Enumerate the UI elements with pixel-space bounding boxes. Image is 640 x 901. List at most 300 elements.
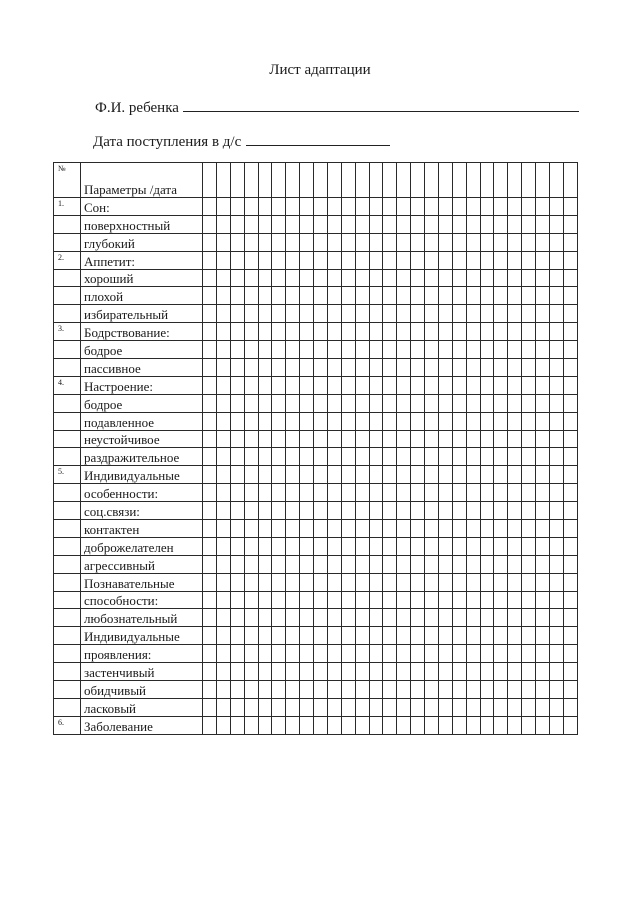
- mark-cell[interactable]: [272, 251, 286, 269]
- mark-cell[interactable]: [522, 591, 536, 609]
- mark-cell[interactable]: [300, 376, 314, 394]
- mark-cell[interactable]: [563, 645, 577, 663]
- mark-cell[interactable]: [494, 573, 508, 591]
- mark-cell[interactable]: [508, 412, 522, 430]
- mark-cell[interactable]: [397, 698, 411, 716]
- mark-cell[interactable]: [480, 359, 494, 377]
- mark-cell[interactable]: [536, 233, 550, 251]
- mark-cell[interactable]: [452, 591, 466, 609]
- mark-cell[interactable]: [244, 305, 258, 323]
- mark-cell[interactable]: [244, 681, 258, 699]
- mark-cell[interactable]: [425, 537, 439, 555]
- mark-cell[interactable]: [508, 466, 522, 484]
- mark-cell[interactable]: [508, 502, 522, 520]
- mark-cell[interactable]: [258, 609, 272, 627]
- mark-cell[interactable]: [411, 233, 425, 251]
- mark-cell[interactable]: [355, 394, 369, 412]
- mark-cell[interactable]: [341, 448, 355, 466]
- mark-cell[interactable]: [452, 645, 466, 663]
- mark-cell[interactable]: [383, 394, 397, 412]
- mark-cell[interactable]: [286, 502, 300, 520]
- mark-cell[interactable]: [355, 430, 369, 448]
- mark-cell[interactable]: [286, 359, 300, 377]
- mark-cell[interactable]: [230, 466, 244, 484]
- mark-cell[interactable]: [536, 663, 550, 681]
- mark-cell[interactable]: [383, 215, 397, 233]
- mark-cell[interactable]: [272, 323, 286, 341]
- mark-cell[interactable]: [522, 466, 536, 484]
- mark-cell[interactable]: [244, 359, 258, 377]
- mark-cell[interactable]: [397, 233, 411, 251]
- mark-cell[interactable]: [341, 215, 355, 233]
- mark-cell[interactable]: [563, 251, 577, 269]
- mark-cell[interactable]: [355, 233, 369, 251]
- mark-cell[interactable]: [383, 645, 397, 663]
- mark-cell[interactable]: [369, 573, 383, 591]
- mark-cell[interactable]: [327, 376, 341, 394]
- mark-cell[interactable]: [411, 466, 425, 484]
- date-header-cell[interactable]: [286, 163, 300, 198]
- mark-cell[interactable]: [355, 484, 369, 502]
- mark-cell[interactable]: [452, 359, 466, 377]
- mark-cell[interactable]: [258, 198, 272, 216]
- date-header-cell[interactable]: [563, 163, 577, 198]
- mark-cell[interactable]: [244, 430, 258, 448]
- mark-cell[interactable]: [203, 484, 217, 502]
- mark-cell[interactable]: [480, 412, 494, 430]
- mark-cell[interactable]: [203, 466, 217, 484]
- mark-cell[interactable]: [314, 430, 328, 448]
- mark-cell[interactable]: [452, 555, 466, 573]
- mark-cell[interactable]: [244, 233, 258, 251]
- mark-cell[interactable]: [230, 448, 244, 466]
- mark-cell[interactable]: [466, 394, 480, 412]
- mark-cell[interactable]: [383, 198, 397, 216]
- mark-cell[interactable]: [549, 376, 563, 394]
- mark-cell[interactable]: [355, 681, 369, 699]
- mark-cell[interactable]: [397, 520, 411, 538]
- mark-cell[interactable]: [203, 341, 217, 359]
- mark-cell[interactable]: [286, 198, 300, 216]
- mark-cell[interactable]: [494, 645, 508, 663]
- mark-cell[interactable]: [452, 448, 466, 466]
- mark-cell[interactable]: [549, 716, 563, 734]
- mark-cell[interactable]: [314, 502, 328, 520]
- mark-cell[interactable]: [563, 305, 577, 323]
- mark-cell[interactable]: [508, 359, 522, 377]
- mark-cell[interactable]: [314, 394, 328, 412]
- mark-cell[interactable]: [508, 681, 522, 699]
- mark-cell[interactable]: [438, 412, 452, 430]
- mark-cell[interactable]: [230, 269, 244, 287]
- mark-cell[interactable]: [549, 484, 563, 502]
- mark-cell[interactable]: [327, 609, 341, 627]
- mark-cell[interactable]: [230, 376, 244, 394]
- mark-cell[interactable]: [341, 269, 355, 287]
- mark-cell[interactable]: [508, 394, 522, 412]
- mark-cell[interactable]: [230, 573, 244, 591]
- mark-cell[interactable]: [466, 520, 480, 538]
- mark-cell[interactable]: [203, 287, 217, 305]
- mark-cell[interactable]: [411, 412, 425, 430]
- mark-cell[interactable]: [230, 412, 244, 430]
- mark-cell[interactable]: [563, 394, 577, 412]
- mark-cell[interactable]: [216, 305, 230, 323]
- mark-cell[interactable]: [508, 698, 522, 716]
- mark-cell[interactable]: [272, 645, 286, 663]
- mark-cell[interactable]: [411, 573, 425, 591]
- mark-cell[interactable]: [216, 681, 230, 699]
- mark-cell[interactable]: [272, 341, 286, 359]
- mark-cell[interactable]: [508, 555, 522, 573]
- mark-cell[interactable]: [397, 627, 411, 645]
- mark-cell[interactable]: [216, 430, 230, 448]
- mark-cell[interactable]: [355, 591, 369, 609]
- mark-cell[interactable]: [327, 412, 341, 430]
- mark-cell[interactable]: [216, 466, 230, 484]
- mark-cell[interactable]: [563, 376, 577, 394]
- mark-cell[interactable]: [272, 269, 286, 287]
- mark-cell[interactable]: [494, 323, 508, 341]
- mark-cell[interactable]: [549, 555, 563, 573]
- mark-cell[interactable]: [411, 645, 425, 663]
- mark-cell[interactable]: [286, 412, 300, 430]
- mark-cell[interactable]: [369, 591, 383, 609]
- mark-cell[interactable]: [369, 645, 383, 663]
- mark-cell[interactable]: [466, 323, 480, 341]
- mark-cell[interactable]: [369, 466, 383, 484]
- mark-cell[interactable]: [466, 681, 480, 699]
- mark-cell[interactable]: [411, 287, 425, 305]
- mark-cell[interactable]: [300, 448, 314, 466]
- mark-cell[interactable]: [397, 394, 411, 412]
- mark-cell[interactable]: [272, 502, 286, 520]
- mark-cell[interactable]: [397, 609, 411, 627]
- mark-cell[interactable]: [286, 555, 300, 573]
- mark-cell[interactable]: [480, 591, 494, 609]
- mark-cell[interactable]: [549, 233, 563, 251]
- mark-cell[interactable]: [466, 359, 480, 377]
- mark-cell[interactable]: [452, 412, 466, 430]
- mark-cell[interactable]: [425, 484, 439, 502]
- mark-cell[interactable]: [327, 627, 341, 645]
- mark-cell[interactable]: [397, 305, 411, 323]
- mark-cell[interactable]: [563, 698, 577, 716]
- mark-cell[interactable]: [563, 627, 577, 645]
- mark-cell[interactable]: [258, 681, 272, 699]
- mark-cell[interactable]: [480, 716, 494, 734]
- mark-cell[interactable]: [216, 233, 230, 251]
- mark-cell[interactable]: [314, 645, 328, 663]
- mark-cell[interactable]: [300, 663, 314, 681]
- mark-cell[interactable]: [203, 645, 217, 663]
- mark-cell[interactable]: [258, 448, 272, 466]
- mark-cell[interactable]: [549, 323, 563, 341]
- mark-cell[interactable]: [244, 502, 258, 520]
- mark-cell[interactable]: [438, 502, 452, 520]
- mark-cell[interactable]: [383, 323, 397, 341]
- mark-cell[interactable]: [369, 502, 383, 520]
- mark-cell[interactable]: [286, 287, 300, 305]
- mark-cell[interactable]: [480, 484, 494, 502]
- mark-cell[interactable]: [480, 627, 494, 645]
- mark-cell[interactable]: [452, 323, 466, 341]
- mark-cell[interactable]: [230, 305, 244, 323]
- mark-cell[interactable]: [536, 681, 550, 699]
- mark-cell[interactable]: [286, 233, 300, 251]
- mark-cell[interactable]: [383, 681, 397, 699]
- mark-cell[interactable]: [494, 466, 508, 484]
- mark-cell[interactable]: [480, 537, 494, 555]
- mark-cell[interactable]: [494, 412, 508, 430]
- mark-cell[interactable]: [369, 609, 383, 627]
- date-header-cell[interactable]: [272, 163, 286, 198]
- mark-cell[interactable]: [230, 215, 244, 233]
- mark-cell[interactable]: [480, 341, 494, 359]
- mark-cell[interactable]: [355, 269, 369, 287]
- mark-cell[interactable]: [536, 430, 550, 448]
- mark-cell[interactable]: [438, 609, 452, 627]
- mark-cell[interactable]: [536, 502, 550, 520]
- mark-cell[interactable]: [494, 716, 508, 734]
- mark-cell[interactable]: [258, 269, 272, 287]
- mark-cell[interactable]: [508, 430, 522, 448]
- mark-cell[interactable]: [466, 448, 480, 466]
- mark-cell[interactable]: [216, 484, 230, 502]
- mark-cell[interactable]: [300, 537, 314, 555]
- mark-cell[interactable]: [244, 198, 258, 216]
- mark-cell[interactable]: [466, 627, 480, 645]
- mark-cell[interactable]: [216, 573, 230, 591]
- mark-cell[interactable]: [341, 484, 355, 502]
- mark-cell[interactable]: [203, 448, 217, 466]
- mark-cell[interactable]: [522, 502, 536, 520]
- mark-cell[interactable]: [466, 609, 480, 627]
- mark-cell[interactable]: [244, 269, 258, 287]
- mark-cell[interactable]: [258, 484, 272, 502]
- mark-cell[interactable]: [549, 359, 563, 377]
- mark-cell[interactable]: [258, 376, 272, 394]
- mark-cell[interactable]: [425, 323, 439, 341]
- mark-cell[interactable]: [314, 537, 328, 555]
- mark-cell[interactable]: [258, 698, 272, 716]
- mark-cell[interactable]: [327, 716, 341, 734]
- mark-cell[interactable]: [466, 305, 480, 323]
- mark-cell[interactable]: [300, 341, 314, 359]
- mark-cell[interactable]: [466, 484, 480, 502]
- mark-cell[interactable]: [411, 448, 425, 466]
- mark-cell[interactable]: [480, 520, 494, 538]
- mark-cell[interactable]: [549, 681, 563, 699]
- mark-cell[interactable]: [452, 466, 466, 484]
- mark-cell[interactable]: [466, 591, 480, 609]
- date-header-cell[interactable]: [244, 163, 258, 198]
- mark-cell[interactable]: [494, 430, 508, 448]
- mark-cell[interactable]: [549, 520, 563, 538]
- mark-cell[interactable]: [314, 269, 328, 287]
- mark-cell[interactable]: [411, 215, 425, 233]
- mark-cell[interactable]: [452, 269, 466, 287]
- mark-cell[interactable]: [563, 502, 577, 520]
- mark-cell[interactable]: [563, 198, 577, 216]
- mark-cell[interactable]: [327, 430, 341, 448]
- mark-cell[interactable]: [327, 269, 341, 287]
- mark-cell[interactable]: [452, 198, 466, 216]
- mark-cell[interactable]: [438, 716, 452, 734]
- mark-cell[interactable]: [244, 555, 258, 573]
- mark-cell[interactable]: [563, 537, 577, 555]
- mark-cell[interactable]: [508, 287, 522, 305]
- mark-cell[interactable]: [216, 555, 230, 573]
- mark-cell[interactable]: [438, 341, 452, 359]
- mark-cell[interactable]: [508, 520, 522, 538]
- mark-cell[interactable]: [536, 359, 550, 377]
- mark-cell[interactable]: [244, 412, 258, 430]
- mark-cell[interactable]: [425, 287, 439, 305]
- mark-cell[interactable]: [272, 520, 286, 538]
- mark-cell[interactable]: [355, 609, 369, 627]
- mark-cell[interactable]: [522, 698, 536, 716]
- mark-cell[interactable]: [425, 573, 439, 591]
- mark-cell[interactable]: [230, 430, 244, 448]
- mark-cell[interactable]: [327, 305, 341, 323]
- mark-cell[interactable]: [244, 484, 258, 502]
- mark-cell[interactable]: [286, 520, 300, 538]
- date-header-cell[interactable]: [480, 163, 494, 198]
- mark-cell[interactable]: [216, 359, 230, 377]
- mark-cell[interactable]: [536, 305, 550, 323]
- mark-cell[interactable]: [480, 502, 494, 520]
- mark-cell[interactable]: [341, 233, 355, 251]
- mark-cell[interactable]: [341, 502, 355, 520]
- mark-cell[interactable]: [327, 359, 341, 377]
- mark-cell[interactable]: [411, 305, 425, 323]
- mark-cell[interactable]: [522, 215, 536, 233]
- mark-cell[interactable]: [327, 555, 341, 573]
- mark-cell[interactable]: [397, 663, 411, 681]
- date-header-cell[interactable]: [314, 163, 328, 198]
- mark-cell[interactable]: [341, 376, 355, 394]
- mark-cell[interactable]: [480, 305, 494, 323]
- mark-cell[interactable]: [425, 698, 439, 716]
- mark-cell[interactable]: [563, 430, 577, 448]
- mark-cell[interactable]: [272, 305, 286, 323]
- mark-cell[interactable]: [327, 198, 341, 216]
- mark-cell[interactable]: [480, 269, 494, 287]
- mark-cell[interactable]: [438, 555, 452, 573]
- mark-cell[interactable]: [369, 376, 383, 394]
- mark-cell[interactable]: [314, 376, 328, 394]
- mark-cell[interactable]: [411, 484, 425, 502]
- mark-cell[interactable]: [272, 663, 286, 681]
- mark-cell[interactable]: [327, 251, 341, 269]
- mark-cell[interactable]: [549, 627, 563, 645]
- mark-cell[interactable]: [300, 466, 314, 484]
- mark-cell[interactable]: [549, 198, 563, 216]
- mark-cell[interactable]: [563, 323, 577, 341]
- mark-cell[interactable]: [522, 663, 536, 681]
- mark-cell[interactable]: [397, 269, 411, 287]
- mark-cell[interactable]: [230, 323, 244, 341]
- mark-cell[interactable]: [494, 448, 508, 466]
- mark-cell[interactable]: [549, 466, 563, 484]
- mark-cell[interactable]: [549, 394, 563, 412]
- mark-cell[interactable]: [452, 341, 466, 359]
- mark-cell[interactable]: [286, 341, 300, 359]
- mark-cell[interactable]: [494, 287, 508, 305]
- mark-cell[interactable]: [452, 698, 466, 716]
- mark-cell[interactable]: [244, 466, 258, 484]
- mark-cell[interactable]: [425, 591, 439, 609]
- mark-cell[interactable]: [300, 555, 314, 573]
- mark-cell[interactable]: [244, 627, 258, 645]
- mark-cell[interactable]: [203, 681, 217, 699]
- mark-cell[interactable]: [494, 215, 508, 233]
- mark-cell[interactable]: [494, 609, 508, 627]
- mark-cell[interactable]: [452, 716, 466, 734]
- mark-cell[interactable]: [522, 609, 536, 627]
- mark-cell[interactable]: [341, 430, 355, 448]
- mark-cell[interactable]: [203, 412, 217, 430]
- mark-cell[interactable]: [438, 466, 452, 484]
- mark-cell[interactable]: [216, 716, 230, 734]
- mark-cell[interactable]: [355, 537, 369, 555]
- mark-cell[interactable]: [230, 233, 244, 251]
- mark-cell[interactable]: [494, 376, 508, 394]
- mark-cell[interactable]: [355, 627, 369, 645]
- mark-cell[interactable]: [480, 394, 494, 412]
- mark-cell[interactable]: [369, 448, 383, 466]
- mark-cell[interactable]: [327, 394, 341, 412]
- mark-cell[interactable]: [300, 198, 314, 216]
- mark-cell[interactable]: [425, 466, 439, 484]
- mark-cell[interactable]: [494, 198, 508, 216]
- mark-cell[interactable]: [327, 323, 341, 341]
- mark-cell[interactable]: [258, 502, 272, 520]
- mark-cell[interactable]: [203, 251, 217, 269]
- mark-cell[interactable]: [203, 198, 217, 216]
- mark-cell[interactable]: [549, 287, 563, 305]
- mark-cell[interactable]: [244, 591, 258, 609]
- mark-cell[interactable]: [383, 698, 397, 716]
- mark-cell[interactable]: [216, 627, 230, 645]
- mark-cell[interactable]: [397, 591, 411, 609]
- mark-cell[interactable]: [258, 430, 272, 448]
- mark-cell[interactable]: [383, 609, 397, 627]
- date-header-cell[interactable]: [452, 163, 466, 198]
- mark-cell[interactable]: [383, 376, 397, 394]
- mark-cell[interactable]: [563, 215, 577, 233]
- mark-cell[interactable]: [563, 609, 577, 627]
- mark-cell[interactable]: [230, 627, 244, 645]
- mark-cell[interactable]: [480, 609, 494, 627]
- mark-cell[interactable]: [522, 269, 536, 287]
- mark-cell[interactable]: [341, 609, 355, 627]
- mark-cell[interactable]: [314, 591, 328, 609]
- mark-cell[interactable]: [508, 376, 522, 394]
- mark-cell[interactable]: [480, 698, 494, 716]
- mark-cell[interactable]: [230, 555, 244, 573]
- mark-cell[interactable]: [369, 412, 383, 430]
- mark-cell[interactable]: [258, 573, 272, 591]
- mark-cell[interactable]: [397, 359, 411, 377]
- mark-cell[interactable]: [522, 287, 536, 305]
- mark-cell[interactable]: [244, 251, 258, 269]
- mark-cell[interactable]: [272, 412, 286, 430]
- mark-cell[interactable]: [480, 251, 494, 269]
- mark-cell[interactable]: [425, 251, 439, 269]
- mark-cell[interactable]: [466, 466, 480, 484]
